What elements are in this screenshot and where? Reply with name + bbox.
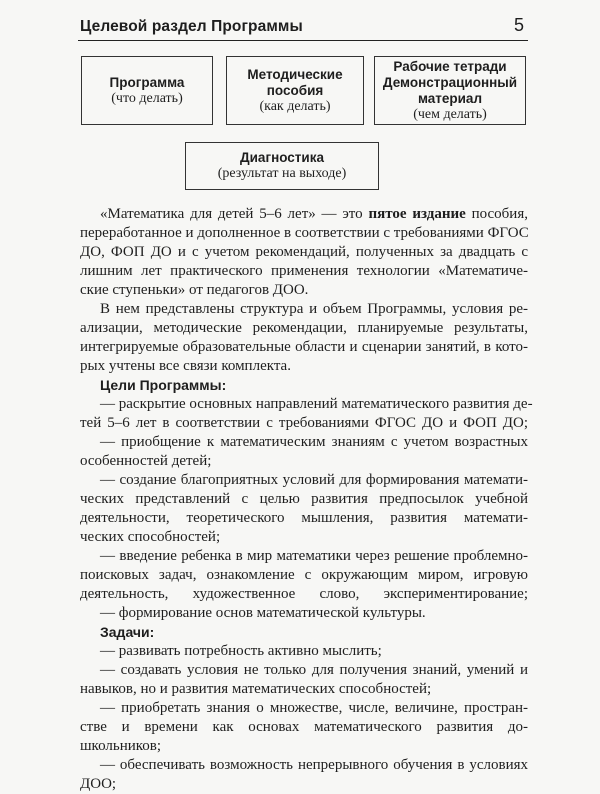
structure-line-2: ализации, методические рекомендации, планируемые результаты, (80, 320, 528, 336)
goal-line: — формирование основ математической культуры. (100, 605, 426, 621)
diagnostics-subtitle: (результат на выходе) (217, 166, 347, 181)
goal-line: ческих способностей; (80, 529, 221, 545)
goal-line: — создание благоприятных условий для формирования математи- (100, 472, 528, 488)
goal-line: поисковых задач, ознакомление с окружающим миром, игровую (80, 567, 528, 583)
task-line: ДОО; (80, 776, 117, 792)
workbooks-title-3: материал (417, 90, 483, 106)
program-subtitle: (что делать) (111, 90, 183, 106)
intro-line-1 (80, 205, 528, 224)
intro-text-a: «Математика для детей 5–6 лет» — это (100, 206, 369, 222)
goal-line: особенностей детей; (80, 453, 212, 469)
goal-line: деятельности, теоретического мышления, развития математи- (80, 510, 528, 526)
task-line: школьников; (80, 738, 162, 754)
task-line: стве и времени как основах математического развития до- (80, 719, 528, 735)
structure-line-1: В нем представлены структура и объем Программы, условия ре- (100, 301, 528, 317)
diagram-box-diagnostics (185, 142, 379, 190)
goal-line: — введение ребенка в мир математики через решение проблемно- (100, 548, 528, 564)
methods-title-2: пособия (266, 82, 324, 98)
methods-subtitle: (как делать) (259, 98, 331, 114)
goals-heading: Цели Программы: (100, 377, 227, 393)
intro-bold: пятое издание (368, 206, 466, 222)
section-title: Целевой раздел Программы (80, 18, 303, 35)
goal-line: ческих представлений с целью развития предпосылок учебной (80, 491, 528, 507)
intro-line-4: лишним лет практического применения технологии «Математиче- (80, 263, 528, 279)
goal-line: деятельность, художественное слово, экспериментирование; (80, 586, 528, 602)
intro-line-2: переработанное и дополненное в соответствии с требованиями ФГОС (80, 225, 529, 241)
workbooks-title-1: Рабочие тетради (393, 58, 507, 74)
running-header (78, 14, 528, 41)
page-number: 5 (513, 15, 524, 35)
structure-line-3: интегрируемые образовательные области и сценарии занятий, в кото- (80, 339, 528, 355)
intro-text-c: пособия, (465, 206, 528, 222)
workbooks-subtitle: (чем делать) (413, 106, 487, 122)
task-line: навыков, но и развития математических способностей; (80, 681, 432, 697)
task-line: — обеспечивать возможность непрерывного обучения в условиях (100, 757, 528, 773)
workbooks-title-2: Демонстрационный (382, 74, 518, 90)
task-line: — развивать потребность активно мыслить; (100, 643, 382, 659)
methods-title-1: Методические (247, 66, 343, 82)
goal-line: тей 5–6 лет в соответствии с требованиями ФГОС ДО и ФОП ДО; (80, 415, 528, 431)
intro-line-3: ДО, ФОП ДО и с учетом рекомендаций, полученных за двадцать с (80, 244, 528, 260)
diagram-box-methods (226, 56, 364, 125)
goal-line: — раскрытие основных направлений математического развития де- (100, 396, 533, 412)
task-line: — создавать условия не только для получения знаний, умений и (100, 662, 528, 678)
diagnostics-title: Диагностика (240, 150, 324, 165)
goal-line: — приобщение к математическим знаниям с учетом возрастных (100, 434, 528, 450)
task-line: — приобретать знания о множестве, числе, величине, простран- (100, 700, 528, 716)
structure-line-4: рых учтены все связи комплекта. (80, 358, 291, 374)
body-text (80, 205, 533, 794)
diagram-box-workbooks (374, 56, 526, 125)
diagram-box-program (81, 56, 213, 125)
program-title: Программа (109, 74, 185, 90)
tasks-heading: Задачи: (100, 624, 155, 640)
intro-line-5: ские ступеньки» от педагогов ДОО. (80, 282, 309, 298)
